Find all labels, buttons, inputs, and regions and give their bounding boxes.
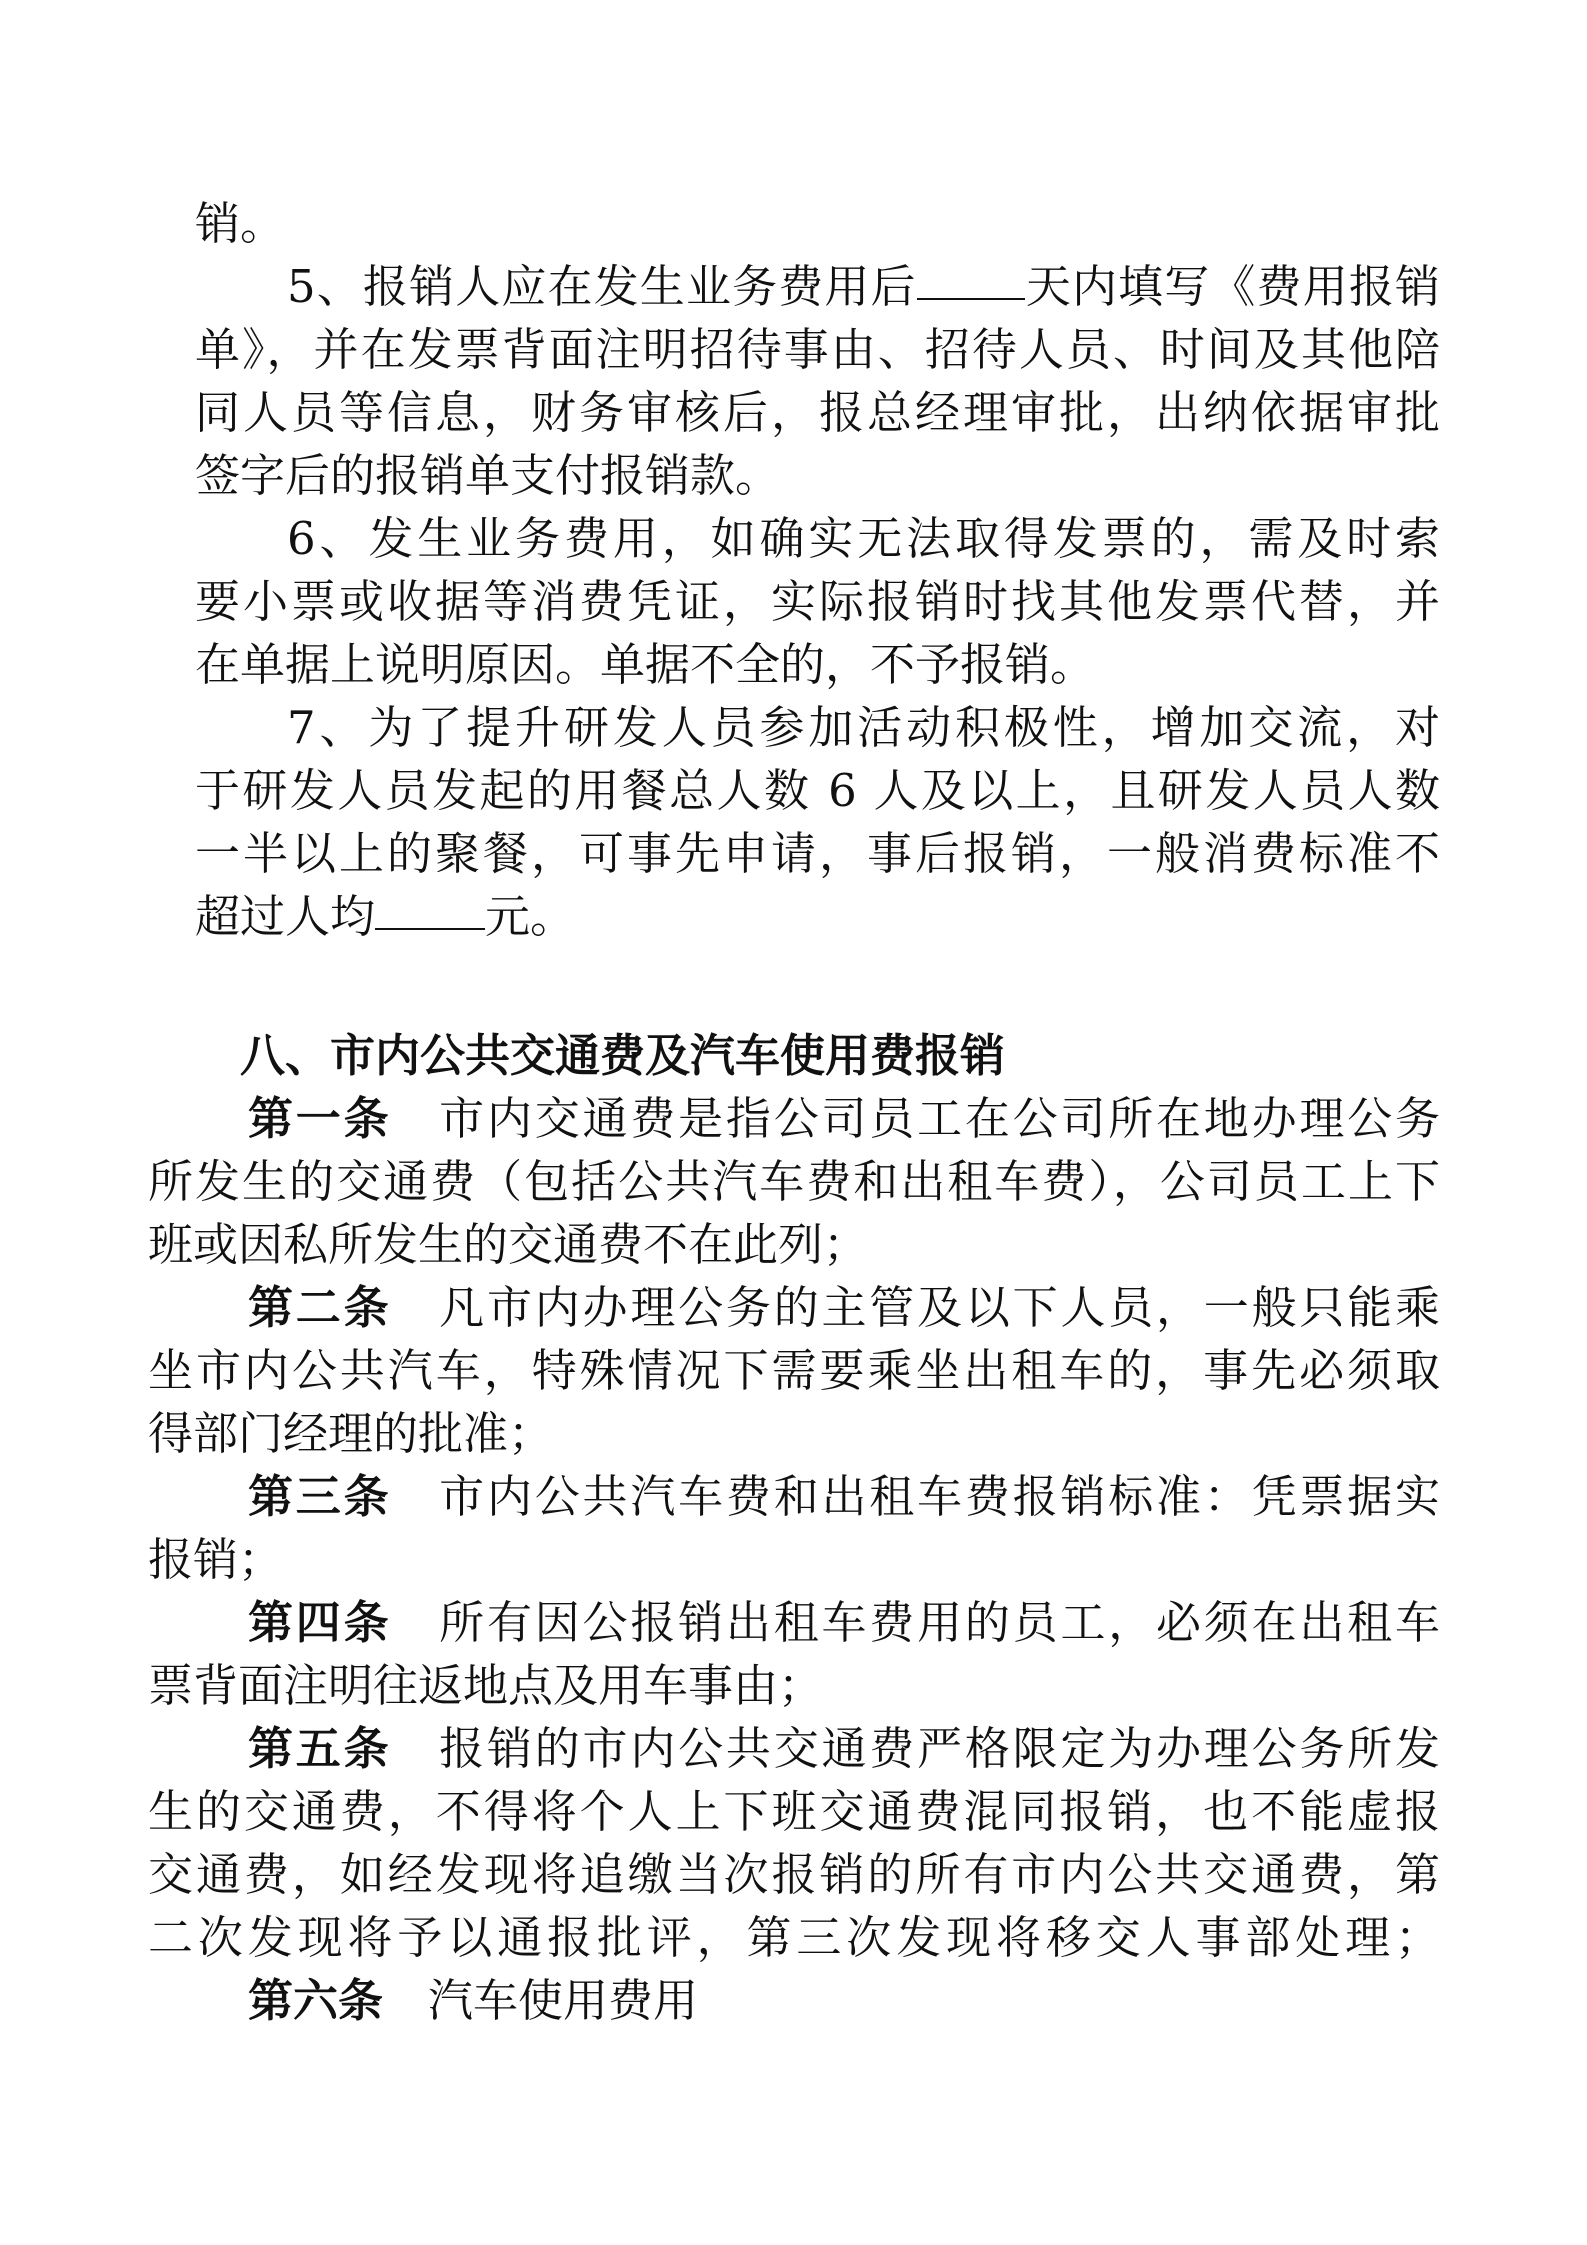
amount-blank-field [375,928,485,930]
item-7-text-cont: 元。 [485,890,576,943]
text-line: 班或因私所发生的交通费不在此列； [148,1218,869,1271]
text-line: 二次发现将予以通报批评，第三次发现将移交人事部处理； [148,1911,1440,1964]
text-line: 坐市内公共汽车，特殊情况下需要乘坐出租车的，事先必须取 [148,1344,1440,1397]
text-line: 单》，并在发票背面注明招待事由、招待人员、时间及其他陪 [195,323,1440,376]
text-line: 同人员等信息，财务审核后，报总经理审批，出纳依据审批 [195,386,1440,439]
text-line: 生的交通费，不得将个人上下班交通费混同报销，也不能虚报 [148,1785,1440,1838]
article-label: 第二条 [248,1281,392,1334]
days-blank-field [917,298,1025,300]
text-line: 销。 [195,197,286,250]
item-5-text: 5、报销人应在发生业务费用后 [287,260,917,313]
article-label: 第六条 [248,1974,384,2027]
item-7-line-4 [195,885,1440,948]
articles-block [148,1087,1440,2032]
article-3-line-1: 第三条 市内公共汽车费和出租车费报销标准：凭票据实 [248,1470,1440,1523]
item-5-text-cont: 天内填写《费用报销 [1024,260,1440,313]
article-1-line-1: 第一条 市内交通费是指公司员工在公司所在地办理公务 [248,1092,1440,1145]
section-heading: 八、市内公共交通费及汽车使用费报销 [240,1029,1006,1082]
reimbursement-items-block [195,192,1440,948]
item-5-line-1 [195,255,1440,318]
article-6-line-1: 第六条 汽车使用费用 [248,1974,699,2027]
text-line: 在单据上说明原因。单据不全的，不予报销。 [195,638,1096,691]
text-line: 报销； [148,1533,284,1586]
text-line: 票背面注明往返地点及用车事由； [148,1659,824,1712]
article-2-line-1: 第二条 凡市内办理公务的主管及以下人员，一般只能乘 [248,1281,1440,1334]
text-line: 签字后的报销单支付报销款。 [195,449,781,502]
text-line: 所发生的交通费（包括公共汽车费和出租车费），公司员工上下 [148,1155,1440,1208]
article-label: 第五条 [248,1722,392,1775]
article-4-line-1: 第四条 所有因公报销出租车费用的员工，必须在出租车 [248,1596,1440,1649]
item-7-text: 超过人均 [195,890,376,943]
text-line: 一半以上的聚餐，可事先申请，事后报销，一般消费标准不 [195,827,1440,880]
text-line: 于研发人员发起的用餐总人数 6 人及以上，且研发人员人数 [195,764,1440,817]
item-6-line-1: 6、发生业务费用，如确实无法取得发票的，需及时索 [287,512,1440,565]
article-label: 第三条 [248,1470,392,1523]
article-label: 第四条 [248,1596,392,1649]
article-label: 第一条 [248,1092,392,1145]
text-line: 得部门经理的批准； [148,1407,554,1460]
item-7-line-1: 7、为了提升研发人员参加活动积极性，增加交流，对 [287,701,1440,754]
article-5-line-1: 第五条 报销的市内公共交通费严格限定为办理公务所发 [248,1722,1440,1775]
text-line: 交通费，如经发现将追缴当次报销的所有市内公共交通费，第 [148,1848,1440,1901]
text-line: 要小票或收据等消费凭证，实际报销时找其他发票代替，并 [195,575,1440,628]
